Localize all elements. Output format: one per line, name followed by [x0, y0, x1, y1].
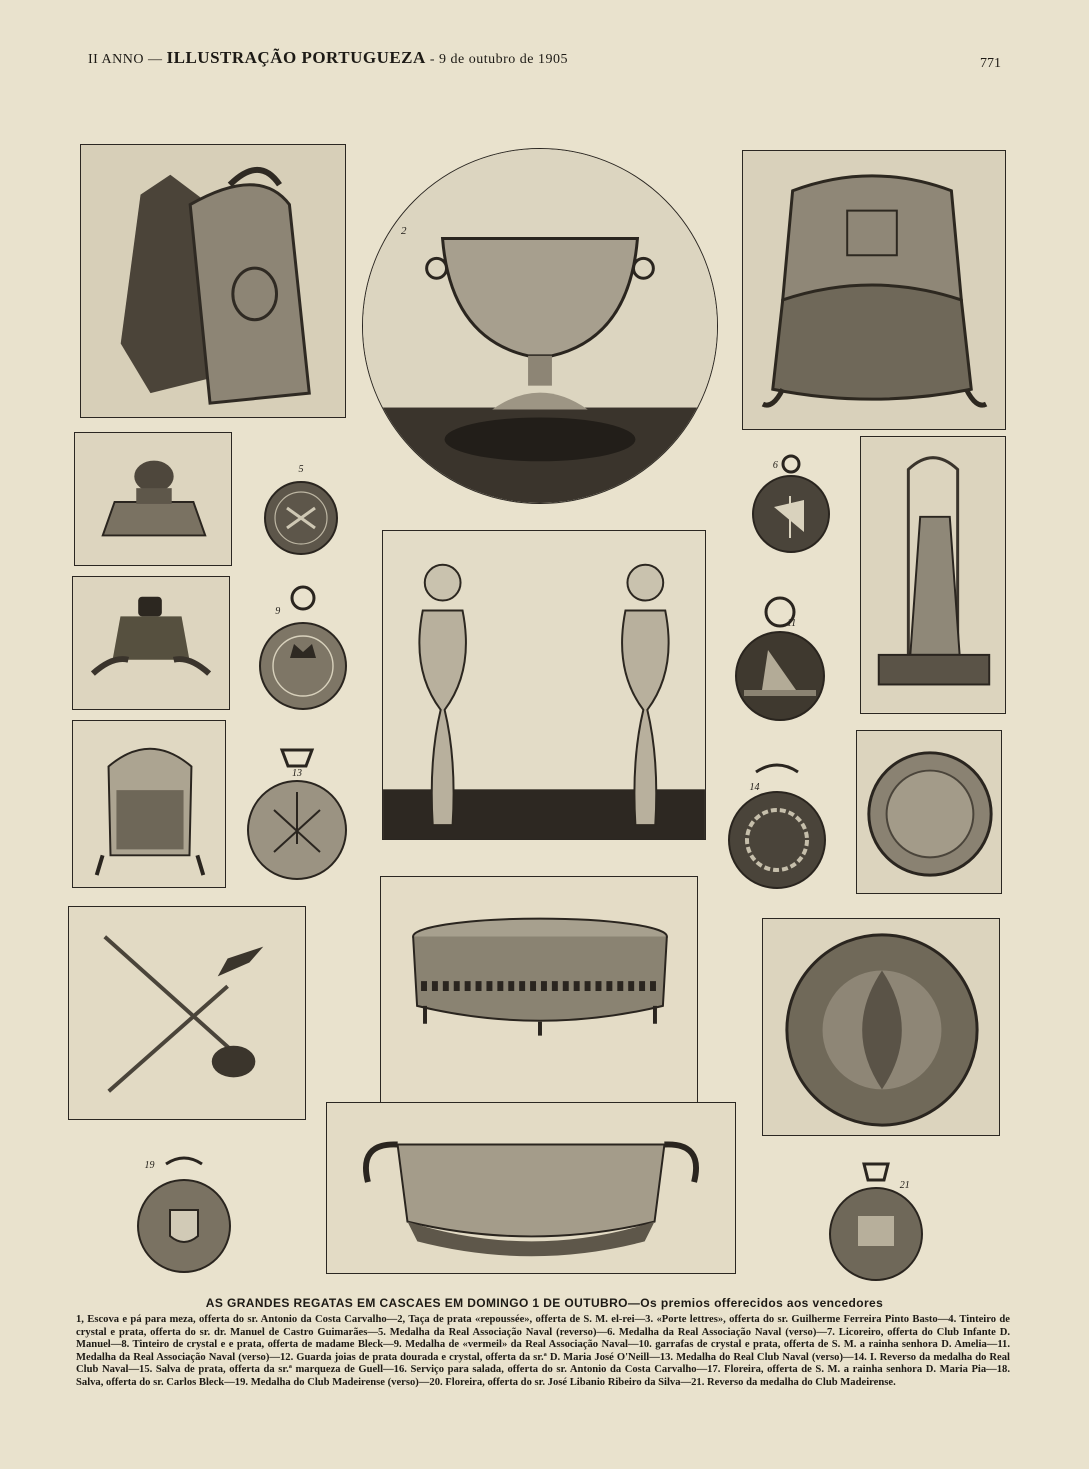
caption-title: [0, 1296, 1089, 1310]
salver-icon: [857, 731, 1001, 893]
photo-number: 6: [772, 460, 778, 471]
flower-basket-icon: [381, 877, 697, 1103]
photo-10-bottles: [382, 530, 706, 840]
photo-number: 9: [275, 606, 281, 617]
photo-21-medal: [828, 1160, 924, 1284]
inkwell-icon: [75, 433, 231, 565]
header-date: - 9 de outubro de 1905: [429, 52, 568, 67]
inkwell-icon: [73, 577, 229, 709]
photo-9-medal: [258, 584, 348, 724]
header-title: ILLUSTRAÇÃO PORTUGUEZA: [166, 48, 426, 67]
photo-13-medal: [246, 744, 348, 884]
planter-icon: [327, 1103, 735, 1273]
medal-icon: [726, 760, 828, 892]
photo-19-medal: [136, 1152, 232, 1276]
caption-title-sub: —Os premios offerecidos aos vencedores: [627, 1296, 884, 1310]
photo-number: 5: [298, 464, 304, 475]
photo-14-medal: [726, 760, 828, 892]
medal-icon: [246, 744, 348, 884]
photo-3-letter-holder: [742, 150, 1006, 430]
photo-15-salver: [856, 730, 1002, 894]
photo-8-inkwell: [72, 576, 230, 710]
photo-number: 19: [144, 1160, 155, 1171]
caption-title-main: AS GRANDES REGATAS EM CASCAES EM DOMINGO 1 DE OUTUBRO: [205, 1296, 628, 1310]
header-prefix: II ANNO —: [88, 52, 163, 67]
photo-17-flower-basket: [380, 876, 698, 1104]
photo-number: 2: [401, 225, 407, 237]
letter-holder-icon: [743, 151, 1005, 429]
jewel-case-icon: [73, 721, 225, 887]
medal-icon: [258, 584, 348, 724]
photo-number: 21: [899, 1180, 910, 1191]
brush-and-dustpan-icon: [81, 145, 345, 417]
photo-1-brush-dustpan: [80, 144, 346, 418]
photo-7-liquor-stand: [860, 436, 1006, 714]
liquor-stand-icon: [861, 437, 1005, 713]
photo-12-jewel-case: [72, 720, 226, 888]
photo-11-medal: [732, 594, 828, 722]
bottles-icon: [383, 531, 705, 839]
photo-number: 13: [292, 768, 302, 779]
photo-5-medal: [262, 460, 340, 556]
photo-16-salad-servers: [68, 906, 306, 1120]
salad-servers-icon: [69, 907, 305, 1119]
photo-18-salver: [762, 918, 1000, 1136]
silver-cup-icon: [363, 149, 717, 503]
salver-icon: [763, 919, 999, 1135]
caption-text: 1, Escova e pá para meza, offerta do sr. Antonio da Costa Carvalho—2, Taça de prata «repoussée», offerta de S. M. el-rei—3. «Porte lettres», offerta do sr. Guilherme Ferreira Pinto Basto—4. Tinteiro de crystal e prata, offerta do sr. dr. Manuel de Castro Guimarães—5. Medalha da Real Associação Naval (reverso)—6. Medalha da Real Associação Naval (verso)—7. Licoreiro, offerta do Club Infante D. Manuel—8. Tinteiro de crystal e e prata, offerta de madame Bleck—9. Medalha de «vermeil» da Real Associação Naval—10. garrafas de crystal e prata, offerta de S. M. a rainha senhora D. Amelia—11. Medalha da Real Associação Naval (verso)—12. Guarda joias de prata dourada e crystal, offerta da sr.ª D. Maria José O'Neill—13. Medalha do Real Club Naval (verso)—14. I. Reverso da medalha do Real Club Naval—15. Salva de prata, offerta da sr.ª marqueza de Guell—16. Serviço para salada, offerta do sr. Antonio da Costa Carvalho—17. Floreira, offerta de S. M. a rainha senhora D. Maria Pia—18. Salva, offerta do sr. Carlos Bleck—19. Medalha do Club Madeirense (verso)—20. Floreira, offerta do sr. José Libanio Ribeiro da Silva—21. Reverso da medalha do Club Madeirense.: [76, 1314, 1010, 1388]
medal-icon: [732, 594, 828, 722]
medal-icon: [752, 452, 830, 556]
medal-icon: [828, 1160, 924, 1284]
photo-20-planter: [326, 1102, 736, 1274]
photo-number: 11: [786, 618, 797, 629]
photo-4-inkwell: [74, 432, 232, 566]
photo-2-silver-cup: [362, 148, 718, 504]
photo-number: 14: [749, 782, 760, 793]
photo-6-medal: [752, 452, 830, 556]
page-number: 771: [980, 56, 1001, 71]
running-header: [88, 48, 568, 68]
